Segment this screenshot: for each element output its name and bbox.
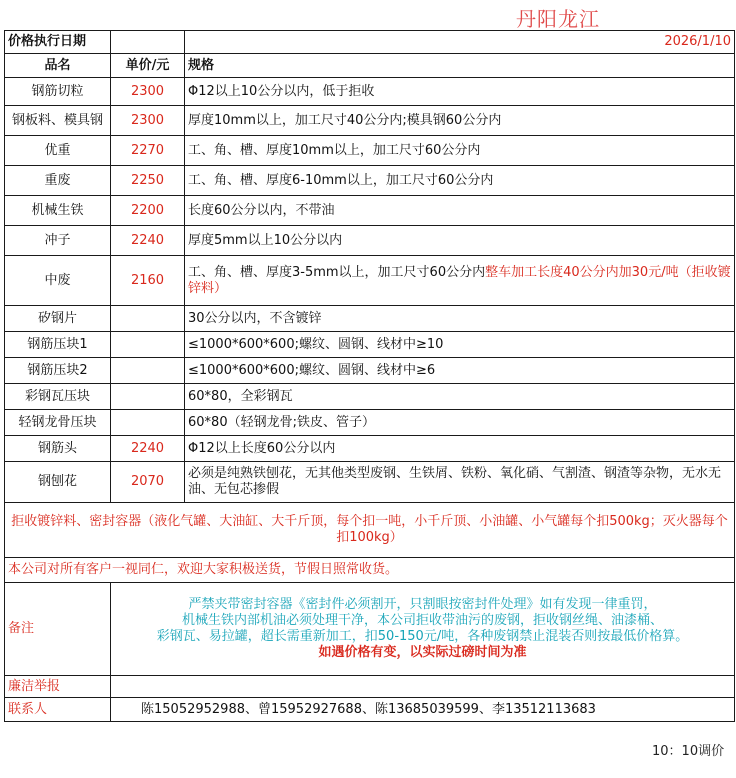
row-spec-text: 厚度10mm以上，加工尺寸40公分内;模具钢60公分内 [188, 112, 502, 128]
row-price: 2070 [111, 462, 185, 503]
table-row [5, 410, 735, 436]
row-price [111, 306, 185, 332]
row-name: 钢筋压块1 [5, 332, 111, 358]
row-price: 2300 [111, 106, 185, 136]
row-name: 优重 [5, 136, 111, 166]
column-header-row [5, 54, 735, 78]
row-name: 钢筋切粒 [5, 78, 111, 106]
row-spec-text: ≤1000*600*600;螺纹、圆钢、线材中≥10 [188, 336, 444, 352]
table-row [5, 306, 735, 332]
company-name: 丹阳龙江 [516, 7, 600, 31]
table-row [5, 106, 735, 136]
row-spec [185, 358, 735, 384]
row-name: 矽钢片 [5, 306, 111, 332]
row-spec-extra: 整车加工长度40公分内加30元/吨（拒收镀锌料） [188, 264, 731, 296]
date-row [5, 31, 735, 54]
contacts-label: 联系人 [5, 698, 111, 722]
integrity-value [111, 676, 735, 698]
table-row [5, 358, 735, 384]
table-row [5, 436, 735, 462]
row-spec [185, 106, 735, 136]
integrity-row [5, 676, 735, 698]
table-row [5, 226, 735, 256]
contacts-row [5, 698, 735, 722]
row-name: 钢板料、模具钢 [5, 106, 111, 136]
row-spec-text: 工、角、槽、厚度10mm以上，加工尺寸60公分内 [188, 142, 481, 158]
row-name: 钢筋头 [5, 436, 111, 462]
row-spec-text: 60*80，全彩钢瓦 [188, 388, 293, 404]
row-spec [185, 462, 735, 503]
row-name: 中废 [5, 256, 111, 306]
remarks-label: 备注 [5, 583, 111, 676]
row-name: 冲子 [5, 226, 111, 256]
reject-notice-row [5, 503, 735, 558]
table-row [5, 196, 735, 226]
table-row [5, 78, 735, 106]
row-price: 2240 [111, 226, 185, 256]
row-price: 2240 [111, 436, 185, 462]
table-row [5, 256, 735, 306]
row-price: 2160 [111, 256, 185, 306]
column-header-price: 单价/元 [111, 54, 185, 78]
row-price: 2250 [111, 166, 185, 196]
row-spec-text: Φ12以上长度60公分以内 [188, 440, 336, 456]
row-spec [185, 136, 735, 166]
row-name: 钢刨花 [5, 462, 111, 503]
contacts-value: 陈15052952988、曾15952927688、陈13685039599、李13512113683 [111, 698, 735, 722]
date-label: 价格执行日期 [5, 31, 111, 54]
row-spec-text: 60*80（轻钢龙骨;铁皮、管子） [188, 414, 375, 430]
row-price [111, 358, 185, 384]
row-spec [185, 436, 735, 462]
row-price [111, 332, 185, 358]
row-name: 机械生铁 [5, 196, 111, 226]
row-name: 彩钢瓦压块 [5, 384, 111, 410]
row-spec [185, 78, 735, 106]
row-spec-text: ≤1000*600*600;螺纹、圆钢、线材中≥6 [188, 362, 436, 378]
remarks-line1: 严禁夹带密封容器《密封件必须割开，只割眼按密封件处理》如有发现一律重罚， [188, 597, 657, 612]
price-table [4, 30, 735, 722]
row-price: 2200 [111, 196, 185, 226]
row-spec [185, 384, 735, 410]
row-spec [185, 226, 735, 256]
row-spec-text: 必须是纯熟铁刨花，无其他类型废钢、生铁屑、铁粉、氧化硝、气割渣、钢渣等杂物，无水无油、无包芯掺假 [188, 466, 722, 497]
row-spec [185, 410, 735, 436]
row-price: 2270 [111, 136, 185, 166]
row-spec-text: 工、角、槽、厚度3-5mm以上，加工尺寸60公分内 [188, 264, 486, 280]
fair-notice-row [5, 558, 735, 583]
row-spec [185, 166, 735, 196]
row-spec [185, 332, 735, 358]
remarks-body [111, 583, 735, 676]
row-spec [185, 256, 735, 306]
row-name: 轻钢龙骨压块 [5, 410, 111, 436]
integrity-label: 廉洁举报 [5, 676, 111, 698]
table-row [5, 166, 735, 196]
column-header-name: 品名 [5, 54, 111, 78]
row-spec [185, 306, 735, 332]
reject-notice: 拒收镀锌料、密封容器（液化气罐、大油缸、大千斤顶，每个扣一吨，小千斤顶、小油罐、小气罐每个扣500kg；灭火器每个扣100kg） [5, 503, 735, 558]
remarks-line4: 如遇价格有变，以实际过磅时间为准 [318, 645, 527, 660]
row-name: 钢筋压块2 [5, 358, 111, 384]
remarks-row [5, 583, 735, 676]
footer-note: 10：10调价 [652, 744, 725, 759]
date-value: 2026/1/10 [185, 31, 735, 54]
row-spec-text: 长度60公分以内，不带油 [188, 202, 335, 218]
row-name: 重废 [5, 166, 111, 196]
row-spec-text: 厚度5mm以上10公分以内 [188, 232, 343, 248]
table-row [5, 384, 735, 410]
table-row [5, 332, 735, 358]
remarks-line2: 机械生铁内部机油必须处理干净，本公司拒收带油污的废钢，拒收钢丝绳、油漆桶、 [181, 613, 663, 628]
row-price [111, 384, 185, 410]
remarks-line3: 彩钢瓦、易拉罐，超长需重新加工，扣50-150元/吨，各种废钢禁止混装否则按最低价格算。 [156, 629, 689, 644]
table-row [5, 136, 735, 166]
row-spec-text: 工、角、槽、厚度6-10mm以上，加工尺寸60公分内 [188, 172, 494, 188]
fair-notice: 本公司对所有客户一视同仁，欢迎大家积极送货，节假日照常收货。 [5, 558, 735, 583]
row-price: 2300 [111, 78, 185, 106]
column-header-spec: 规格 [185, 54, 735, 78]
row-spec [185, 196, 735, 226]
date-blank-cell [111, 31, 185, 54]
row-spec-text: Φ12以上10公分以内，低于拒收 [188, 83, 375, 99]
table-row [5, 462, 735, 503]
row-price [111, 410, 185, 436]
row-spec-text: 30公分以内，不含镀锌 [188, 310, 322, 326]
